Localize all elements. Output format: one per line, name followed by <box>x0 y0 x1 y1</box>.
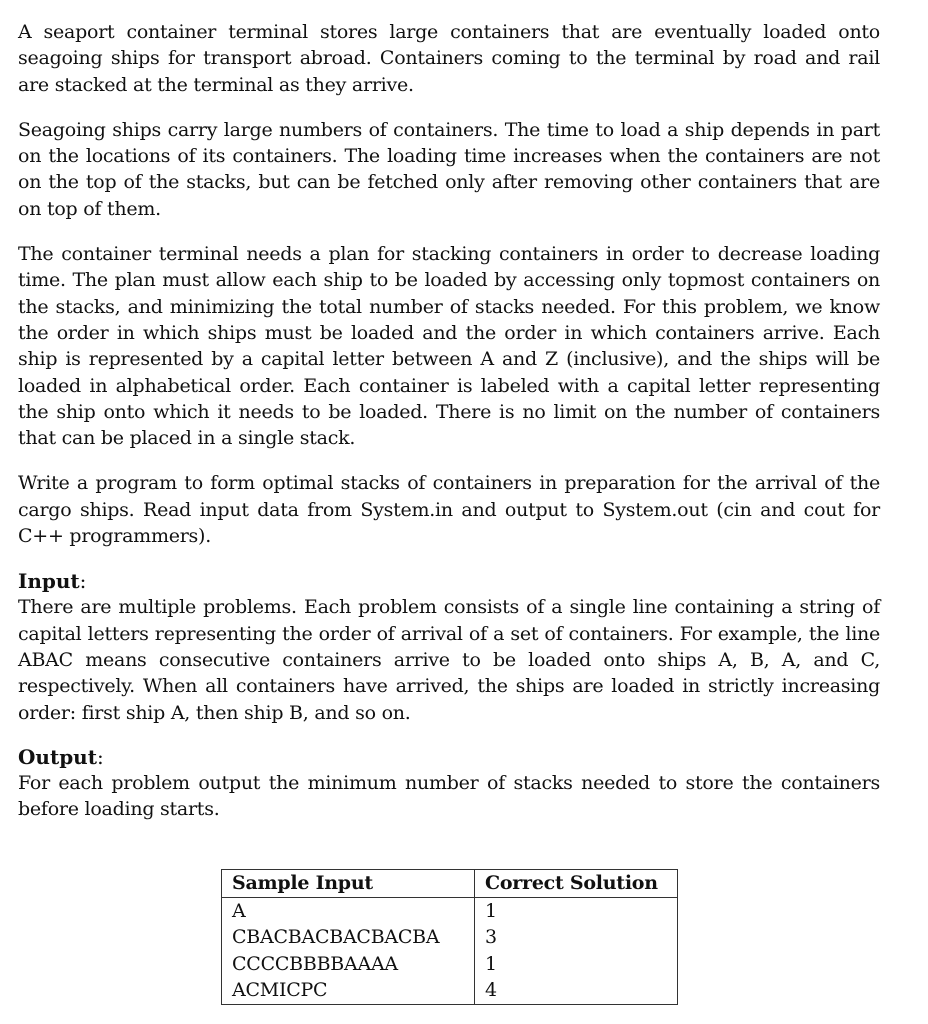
solution-cell: 4 <box>475 977 678 1004</box>
sample-input-cell: ACMICPC <box>222 977 475 1004</box>
table-row <box>222 977 678 1004</box>
table-row <box>222 924 678 951</box>
sample-input-cell: CBACBACBACBACBA <box>222 924 475 951</box>
output-heading-label: Output <box>18 744 97 769</box>
plan-paragraph: The container terminal needs a plan for stacking containers in order to decrease loading time. The plan must allow each ship to be loaded by accessing only topmost containers on the stacks, and minimizing the total number of stacks needed. For this problem, we know the order in which ships must be loaded and the order in which containers arrive. Each ship is represented by a capital letter between A and Z (inclusive), and the ships will be loaded in alphabetical order. Each container is labeled with a capital letter representing the ship onto which it needs to be loaded. There is no limit on the number of containers that can be placed in a single stack. <box>18 243 880 450</box>
output-heading-colon: : <box>96 744 104 769</box>
output-description: For each problem output the minimum number of stacks needed to store the containers before loading starts. <box>18 771 880 821</box>
input-heading-colon: : <box>79 569 87 594</box>
input-description: There are multiple problems. Each problem consists of a single line containing a string of capital letters representing the order of arrival of a set of containers. For example, the line ABAC means consecutive containers arrive to be loaded onto ships A, B, A, and C, respectively. When all containers have arrived, the ships are loaded in strictly increasing order: first ship A, then ship B, and so on. <box>18 596 880 724</box>
task-paragraph: Write a program to form optimal stacks of containers in preparation for the arrival of the cargo ships. Read input data from System.in and output to System.out (cin and cout for C++ programmers). <box>18 472 880 548</box>
input-heading <box>18 568 880 594</box>
intro-paragraph: A seaport container terminal stores large containers that are eventually loaded onto seagoing ships for transport abroad. Containers coming to the terminal by road and rail are stacked at the terminal as they arrive. <box>18 21 880 96</box>
table-row <box>222 897 678 924</box>
sample-input-cell: CCCCBBBBAAAA <box>222 951 475 978</box>
correct-solution-header: Correct Solution <box>475 870 678 898</box>
loading-time-paragraph: Seagoing ships carry large numbers of containers. The time to load a ship depends in part on the locations of its containers. The loading time increases when the containers are not on the top of the stacks, but can be fetched only after removing other containers that are on top of them. <box>18 118 880 220</box>
solution-cell: 1 <box>475 951 678 978</box>
table-header-row <box>222 870 678 898</box>
solution-cell: 1 <box>475 897 678 924</box>
output-heading <box>18 744 880 770</box>
solution-cell: 3 <box>475 924 678 951</box>
table-row <box>222 951 678 978</box>
sample-input-header: Sample Input <box>222 870 475 898</box>
sample-input-cell: A <box>222 897 475 924</box>
sample-table <box>221 869 678 1005</box>
problem-statement <box>18 19 880 822</box>
input-heading-label: Input <box>18 569 80 594</box>
